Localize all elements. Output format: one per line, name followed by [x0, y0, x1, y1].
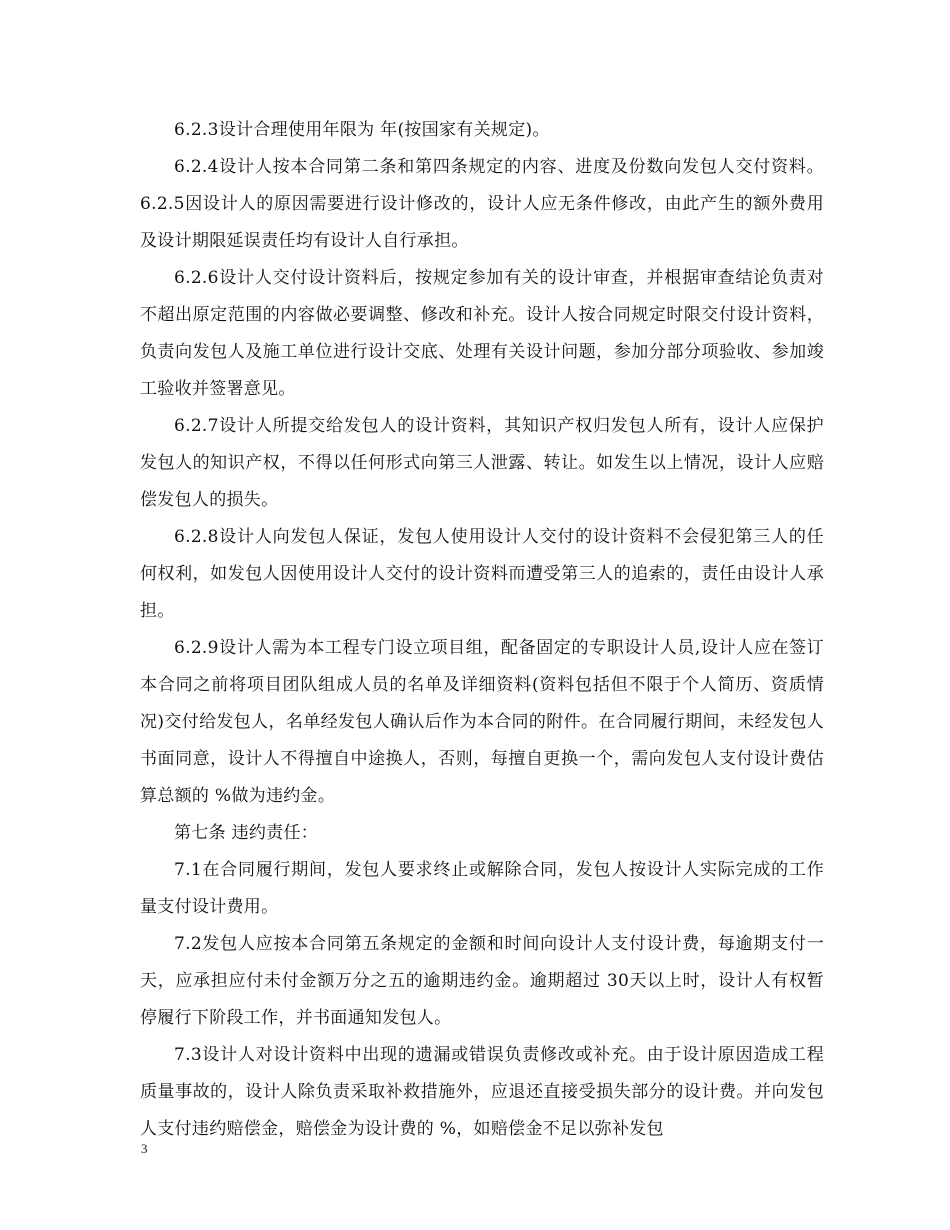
- clause-6-2-4: 6.2.4设计人按本合同第二条和第四条规定的内容、进度及份数向发包人交付资料。 6.2.5因设计人的原因需要进行设计修改的，设计人应无条件修改，由此产生的额外费用及设计期限延误责任均有设计人自行承担。: [140, 157, 824, 251]
- clause-7-3: 7.3设计人对设计资料中出现的遗漏或错误负责修改或补充。由于设计原因造成工程质量事故的，设计人除负责采取补救措施外，应退还直接受损失部分的设计费。并向发包人支付违约赔偿金，赔偿金为设计费的 %，如赔偿金不足以弥补发包: [140, 1045, 824, 1139]
- clause-7-1: 7.1在合同履行期间，发包人要求终止或解除合同，发包人按设计人实际完成的工作量支付设计费用。: [140, 860, 824, 917]
- clause-6-2-3: 6.2.3设计合理使用年限为 年(按国家有关规定)。: [174, 120, 550, 140]
- clause-6-2-8: 6.2.8设计人向发包人保证，发包人使用设计人交付的设计资料不会侵犯第三人的任何权利，如发包人因使用设计人交付的设计资料而遭受第三人的追索的，责任由设计人承担。: [140, 527, 824, 621]
- page-number: 3: [141, 1141, 148, 1156]
- clause-6-2-9: 6.2.9设计人需为本工程专门设立项目组，配备固定的专职设计人员,设计人应在签订本合同之前将项目团队组成人员的名单及详细资料(资料包括但不限于个人简历、资质情况)交付给发包人，名单经发包人确认后作为本合同的附件。在合同履行期间，未经发包人书面同意，设计人不得擅自中途换人，否则，每擅自更换一个，需向发包人支付设计费估算总额的 %做为违约金。: [140, 638, 824, 806]
- document-body: [140, 112, 824, 1148]
- clause-6-2-6: 6.2.6设计人交付设计资料后，按规定参加有关的设计审查，并根据审查结论负责对不超出原定范围的内容做必要调整、修改和补充。设计人按合同规定时限交付设计资料，负责向发包人及施工单位进行设计交底、处理有关设计问题，参加分部分项验收、参加竣工验收并签署意见。: [140, 268, 824, 399]
- clause-7-2: 7.2发包人应按本合同第五条规定的金额和时间向设计人支付设计费，每逾期支付一天，应承担应付未付金额万分之五的逾期违约金。逾期超过 30天以上时，设计人有权暂停履行下阶段工作，并书面通知发包人。: [140, 934, 824, 1028]
- article-7-heading: 第七条 违约责任：: [174, 823, 319, 843]
- clause-6-2-7: 6.2.7设计人所提交给发包人的设计资料，其知识产权归发包人所有，设计人应保护发包人的知识产权，不得以任何形式向第三人泄露、转让。如发生以上情况，设计人应赔偿发包人的损失。: [140, 416, 824, 510]
